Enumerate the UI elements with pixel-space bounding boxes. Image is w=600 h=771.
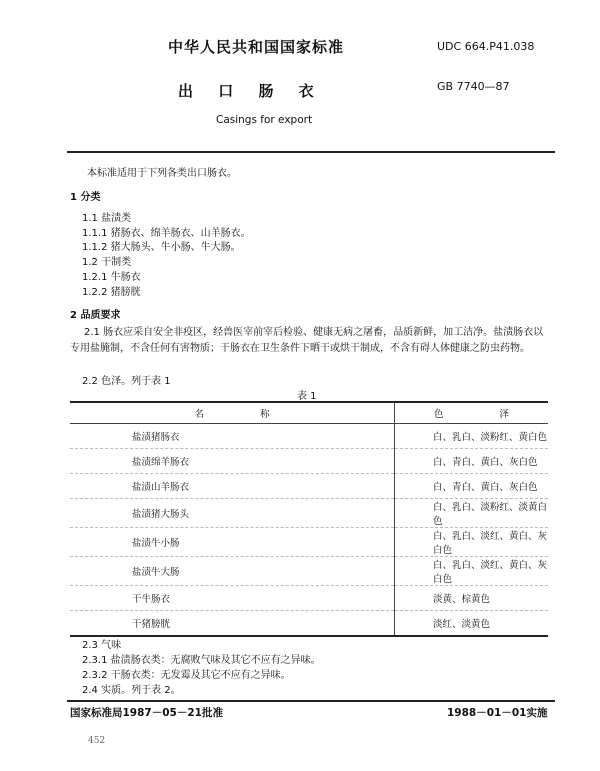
clause-2-3-1: 2.3.1 盐渍肠衣类：无腐败气味及其它不应有之异味。 [82,655,321,666]
standard-org-title: 中华人民共和国国家标准 [168,38,345,56]
casing-color: 白、青白、黄白、灰白色 [395,474,549,499]
casing-color: 淡黄、棕黄色 [395,586,549,611]
clause-2-4: 2.4 实质。列于表 2。 [82,685,181,696]
approval-date: 国家标准局1987－05－21批准 [70,707,223,719]
header-color-char-2: 泽 [499,409,510,420]
clause-2-1-paragraph: 2.1 肠衣应采自安全非疫区，经兽医宰前宰后检验、健康无病之屠畜，品质新鲜，加工洁净。盐渍肠衣以专用盐腌制，不含任何有害物质；干肠衣在卫生条件下晒干或烘干制成，不含有碍人体健康之防虫药物。 [70,327,544,354]
table-header-row [70,402,548,424]
header-color-char-1: 色 [433,409,444,420]
clause-1-1-1: 1.1.1 猪肠衣、绵羊肠衣、山羊肠衣。 [82,228,251,239]
page-number: 452 [88,736,106,746]
table-row [70,528,548,557]
header-name-char-2: 称 [260,409,270,420]
table-row [70,586,548,611]
casing-color: 淡红、淡黄色 [395,611,549,637]
english-title: Casings for export [216,114,313,126]
casing-color: 白、乳白、淡粉红、淡黄白色 [395,499,549,528]
casing-name: 盐渍牛小肠 [70,528,395,557]
casing-name: 盐渍猪大肠头 [70,499,395,528]
casing-color: 白、乳白、淡红、黄白、灰白色 [395,557,549,586]
table-row [70,611,548,637]
document-title: 出 口 肠 衣 [178,82,324,100]
casing-name: 盐渍牛大肠 [70,557,395,586]
footer-rule [67,700,555,702]
clause-1-2: 1.2 干制类 [82,257,132,268]
header-color-cell [395,402,549,424]
clause-1-2-1: 1.2.1 牛肠衣 [82,272,141,283]
clause-2-3-2: 2.3.2 干肠衣类：无发霉及其它不应有之异味。 [82,670,291,681]
table-1-caption: 表 1 [297,391,317,402]
udc-code: UDC 664.P41.038 [437,40,535,53]
section-2-heading: 2 品质要求 [70,310,121,321]
header-name-cell [70,402,395,424]
color-table [70,401,548,637]
casing-name: 干猪膀胱 [70,611,395,637]
casing-name: 盐渍绵羊肠衣 [70,449,395,474]
casing-color: 白、乳白、淡红、黄白、灰白色 [395,528,549,557]
intro-text: 本标准适用于下列各类出口肠衣。 [87,168,237,179]
header-rule [67,151,555,153]
table-row [70,557,548,586]
effective-date: 1988－01－01实施 [447,707,548,719]
table-row [70,474,548,499]
clause-2-2: 2.2 色泽。列于表 1 [82,376,171,387]
casing-name: 盐渍猪肠衣 [70,424,395,449]
clause-2-3: 2.3 气味 [82,640,122,651]
header-name-char-1: 名 [194,409,204,420]
casing-color: 白、乳白、淡粉红、黄白色 [395,424,549,449]
table-row [70,499,548,528]
table-row [70,424,548,449]
casing-color: 白、青白、黄白、灰白色 [395,449,549,474]
casing-name: 干牛肠衣 [70,586,395,611]
table-row [70,449,548,474]
gb-standard-number: GB 7740—87 [437,80,510,93]
casing-name: 盐渍山羊肠衣 [70,474,395,499]
clause-1-1: 1.1 盐渍类 [82,213,132,224]
clause-1-2-2: 1.2.2 猪膀胱 [82,287,141,298]
clause-1-1-2: 1.1.2 猪大肠头、牛小肠、牛大肠。 [82,242,241,253]
section-1-heading: 1 分类 [70,192,101,203]
